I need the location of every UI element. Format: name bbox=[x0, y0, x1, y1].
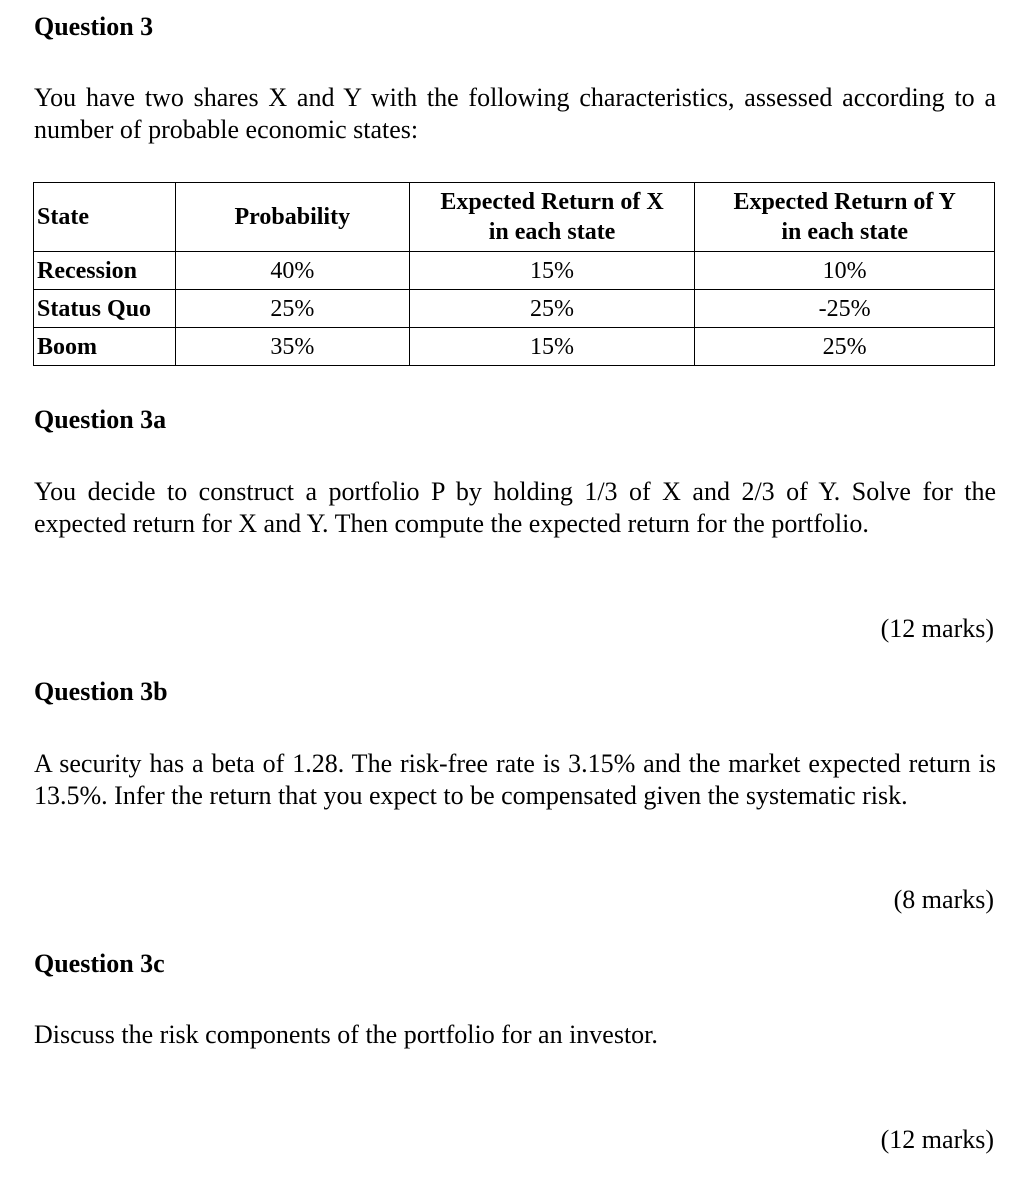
q3c-marks: (12 marks) bbox=[880, 1125, 994, 1154]
probability-cell: 25% bbox=[175, 290, 409, 328]
question-intro: You have two shares X and Y with the following characteristics, assessed according to a number of probable economic states: bbox=[34, 83, 996, 144]
return-y-cell: 25% bbox=[695, 328, 995, 366]
return-x-cell: 15% bbox=[409, 328, 695, 366]
header-return-y bbox=[695, 183, 995, 252]
state-cell: Boom bbox=[34, 328, 176, 366]
header-state: State bbox=[34, 183, 176, 252]
table-row bbox=[34, 252, 995, 290]
header-return-x-line1: Expected Return of X bbox=[440, 189, 664, 215]
header-return-y-line1: Expected Return of Y bbox=[733, 189, 956, 215]
state-cell: Status Quo bbox=[34, 290, 176, 328]
header-return-x-line2: in each state bbox=[488, 219, 616, 245]
q3a-marks: (12 marks) bbox=[880, 614, 994, 643]
return-x-cell: 15% bbox=[409, 252, 695, 290]
returns-table bbox=[33, 182, 995, 366]
probability-cell: 40% bbox=[175, 252, 409, 290]
header-return-x bbox=[409, 183, 695, 252]
q3c-title: Question 3c bbox=[34, 949, 165, 978]
table-header-row bbox=[34, 183, 995, 252]
return-y-cell: 10% bbox=[695, 252, 995, 290]
return-y-cell: -25% bbox=[695, 290, 995, 328]
probability-cell: 35% bbox=[175, 328, 409, 366]
q3a-text: You decide to construct a portfolio P by holding 1/3 of X and 2/3 of Y. Solve for the expected return for X and Y. Then compute the expected return for the portfolio. bbox=[34, 477, 996, 538]
table-row bbox=[34, 290, 995, 328]
q3a-title: Question 3a bbox=[34, 405, 167, 434]
header-probability: Probability bbox=[175, 183, 409, 252]
header-return-y-line2: in each state bbox=[781, 219, 908, 245]
q3b-marks: (8 marks) bbox=[893, 885, 994, 914]
q3b-text: A security has a beta of 1.28. The risk-free rate is 3.15% and the market expected return is 13.5%. Infer the return that you expect to be compensated given the systematic risk. bbox=[34, 749, 996, 810]
q3b-title: Question 3b bbox=[34, 677, 168, 706]
return-x-cell: 25% bbox=[409, 290, 695, 328]
state-cell: Recession bbox=[34, 252, 176, 290]
question-title: Question 3 bbox=[34, 12, 154, 41]
q3c-text: Discuss the risk components of the portfolio for an investor. bbox=[34, 1020, 658, 1049]
table-row bbox=[34, 328, 995, 366]
